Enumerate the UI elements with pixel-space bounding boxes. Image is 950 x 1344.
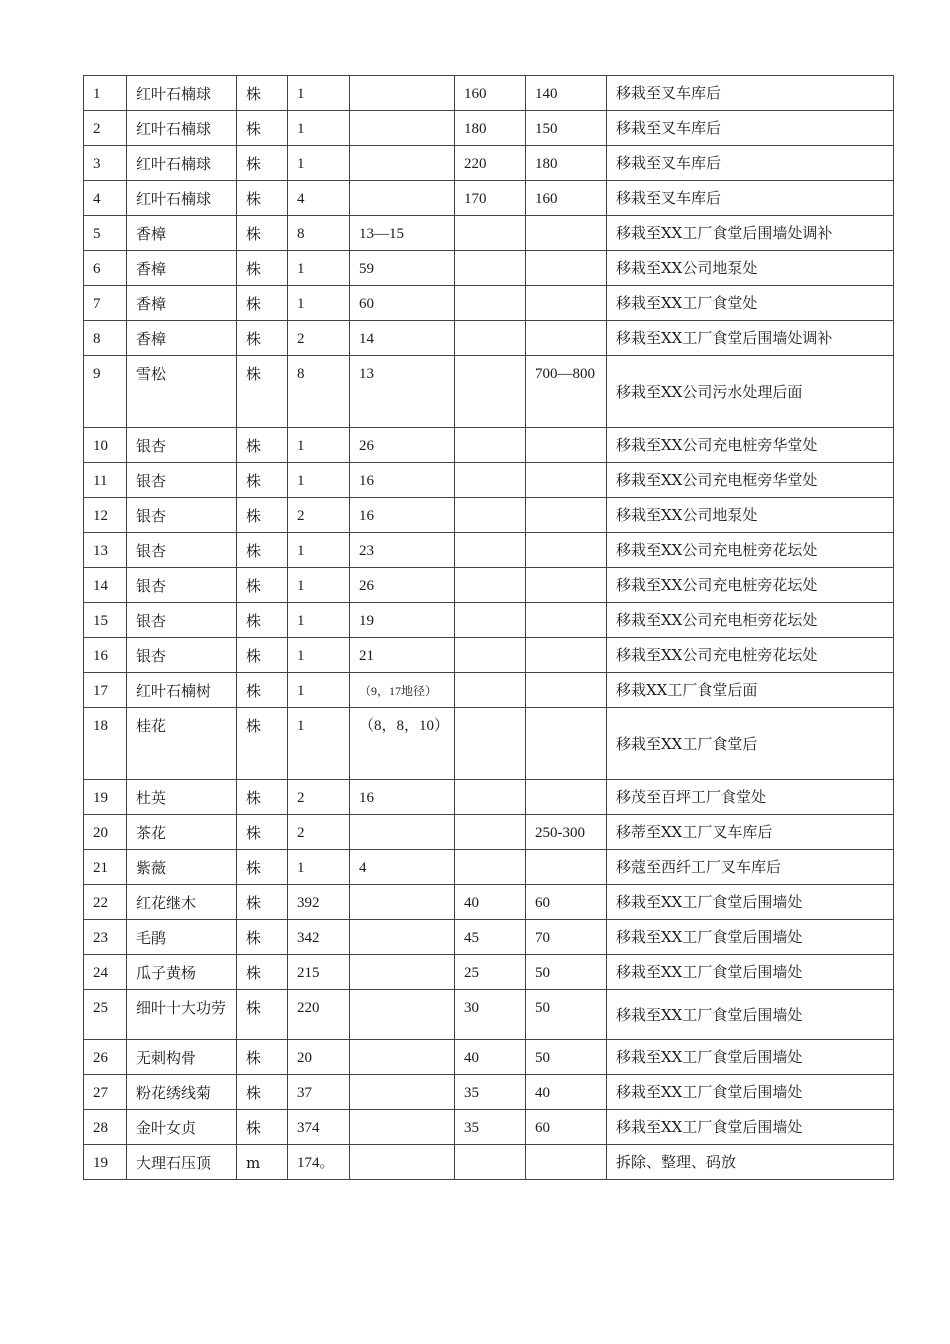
relocation-note-cell: 移栽至XX公司充电框旁华堂处 <box>607 463 894 498</box>
plant-name-cell: 红叶石楠球 <box>127 111 237 146</box>
diameter-cell <box>350 990 455 1040</box>
relocation-note-cell: 移栽至XX公司充电桩旁华堂处 <box>607 428 894 463</box>
plant-name-cell: 毛鹃 <box>127 920 237 955</box>
table-row <box>84 780 894 815</box>
plant-name-cell: 紫薇 <box>127 850 237 885</box>
row-number-cell: 14 <box>84 568 127 603</box>
diameter-cell <box>350 146 455 181</box>
unit-cell: 株 <box>237 498 288 533</box>
unit-cell: 株 <box>237 673 288 708</box>
unit-cell: 株 <box>237 885 288 920</box>
table-row <box>84 815 894 850</box>
row-number-cell: 17 <box>84 673 127 708</box>
table-row <box>84 990 894 1040</box>
diameter-cell <box>350 885 455 920</box>
row-number-cell: 6 <box>84 251 127 286</box>
crown-width-cell <box>526 428 607 463</box>
height-cell <box>455 356 526 428</box>
height-cell: 40 <box>455 885 526 920</box>
height-cell: 180 <box>455 111 526 146</box>
unit-cell: 株 <box>237 356 288 428</box>
unit-cell: 株 <box>237 815 288 850</box>
table-row <box>84 356 894 428</box>
unit-cell: 株 <box>237 568 288 603</box>
relocation-note-cell: 移栽至XX公司充电桩旁花坛处 <box>607 533 894 568</box>
plant-name-cell: 细叶十大功劳 <box>127 990 237 1040</box>
quantity-cell: 342 <box>288 920 350 955</box>
table-row <box>84 216 894 251</box>
crown-width-cell <box>526 321 607 356</box>
diameter-cell <box>350 955 455 990</box>
row-number-cell: 13 <box>84 533 127 568</box>
relocation-note-cell: 移栽至XX工厂食堂后围墙处 <box>607 990 894 1040</box>
quantity-cell: 2 <box>288 815 350 850</box>
crown-width-cell: 160 <box>526 181 607 216</box>
table-row <box>84 708 894 780</box>
crown-width-cell <box>526 780 607 815</box>
row-number-cell: 4 <box>84 181 127 216</box>
diameter-cell: 14 <box>350 321 455 356</box>
height-cell <box>455 603 526 638</box>
row-number-cell: 28 <box>84 1110 127 1145</box>
diameter-cell: 26 <box>350 568 455 603</box>
unit-cell: 株 <box>237 286 288 321</box>
table-row <box>84 1040 894 1075</box>
plant-name-cell: 银杏 <box>127 603 237 638</box>
plant-name-cell: 大理石压顶 <box>127 1145 237 1180</box>
unit-cell: 株 <box>237 251 288 286</box>
plant-name-cell: 银杏 <box>127 498 237 533</box>
quantity-cell: 1 <box>288 428 350 463</box>
crown-width-cell <box>526 673 607 708</box>
height-cell: 30 <box>455 990 526 1040</box>
crown-width-cell <box>526 603 607 638</box>
row-number-cell: 10 <box>84 428 127 463</box>
relocation-note-cell: 拆除、整理、码放 <box>607 1145 894 1180</box>
quantity-cell: 392 <box>288 885 350 920</box>
quantity-cell: 215 <box>288 955 350 990</box>
quantity-cell: 1 <box>288 673 350 708</box>
diameter-cell: （9，17地径） <box>350 673 455 708</box>
unit-cell: 株 <box>237 321 288 356</box>
row-number-cell: 5 <box>84 216 127 251</box>
height-cell <box>455 216 526 251</box>
crown-width-cell: 250-300 <box>526 815 607 850</box>
height-cell <box>455 428 526 463</box>
table-row <box>84 1145 894 1180</box>
height-cell: 170 <box>455 181 526 216</box>
unit-cell: 株 <box>237 990 288 1040</box>
crown-width-cell: 50 <box>526 990 607 1040</box>
unit-cell: 株 <box>237 1075 288 1110</box>
relocation-note-cell: 移栽至XX工厂食堂后围墙处 <box>607 885 894 920</box>
table-row <box>84 603 894 638</box>
quantity-cell: 1 <box>288 146 350 181</box>
diameter-cell: 13 <box>350 356 455 428</box>
plant-name-cell: 茶花 <box>127 815 237 850</box>
plant-relocation-table <box>83 75 894 1180</box>
unit-cell: 株 <box>237 1110 288 1145</box>
crown-width-cell: 140 <box>526 76 607 111</box>
height-cell: 160 <box>455 76 526 111</box>
relocation-note-cell: 移栽至叉车库后 <box>607 146 894 181</box>
relocation-note-cell: 移栽至XX工厂食堂后围墙处 <box>607 1040 894 1075</box>
table-row <box>84 146 894 181</box>
quantity-cell: 374 <box>288 1110 350 1145</box>
unit-cell: 株 <box>237 181 288 216</box>
relocation-note-cell: 移蔻至西纤工厂叉车库后 <box>607 850 894 885</box>
crown-width-cell <box>526 850 607 885</box>
relocation-note-cell: 移栽至XX工厂食堂处 <box>607 286 894 321</box>
crown-width-cell: 180 <box>526 146 607 181</box>
height-cell <box>455 850 526 885</box>
table-row <box>84 920 894 955</box>
table-row <box>84 111 894 146</box>
quantity-cell: 1 <box>288 708 350 780</box>
row-number-cell: 15 <box>84 603 127 638</box>
relocation-note-cell: 移栽XX工厂食堂后面 <box>607 673 894 708</box>
plant-name-cell: 杜英 <box>127 780 237 815</box>
row-number-cell: 24 <box>84 955 127 990</box>
row-number-cell: 9 <box>84 356 127 428</box>
quantity-cell: 1 <box>288 463 350 498</box>
diameter-cell: 23 <box>350 533 455 568</box>
table-row <box>84 533 894 568</box>
plant-name-cell: 桂花 <box>127 708 237 780</box>
height-cell <box>455 708 526 780</box>
quantity-cell: 1 <box>288 286 350 321</box>
crown-width-cell <box>526 251 607 286</box>
unit-cell: 株 <box>237 850 288 885</box>
height-cell: 35 <box>455 1075 526 1110</box>
relocation-note-cell: 移栽至XX公司地泵处 <box>607 251 894 286</box>
table-row <box>84 885 894 920</box>
plant-name-cell: 银杏 <box>127 638 237 673</box>
plant-name-cell: 香樟 <box>127 251 237 286</box>
diameter-cell <box>350 76 455 111</box>
table-row <box>84 1110 894 1145</box>
row-number-cell: 2 <box>84 111 127 146</box>
unit-cell: 株 <box>237 955 288 990</box>
table-body <box>84 76 894 1180</box>
crown-width-cell <box>526 708 607 780</box>
crown-width-cell <box>526 638 607 673</box>
row-number-cell: 19 <box>84 1145 127 1180</box>
height-cell <box>455 638 526 673</box>
row-number-cell: 22 <box>84 885 127 920</box>
row-number-cell: 3 <box>84 146 127 181</box>
unit-cell: 株 <box>237 463 288 498</box>
height-cell <box>455 815 526 850</box>
height-cell <box>455 463 526 498</box>
crown-width-cell <box>526 1145 607 1180</box>
table-row <box>84 673 894 708</box>
plant-name-cell: 香樟 <box>127 286 237 321</box>
plant-name-cell: 雪松 <box>127 356 237 428</box>
quantity-cell: 2 <box>288 498 350 533</box>
relocation-note-cell: 移栽至XX公司充电桩旁花坛处 <box>607 638 894 673</box>
table-row <box>84 638 894 673</box>
height-cell <box>455 251 526 286</box>
quantity-cell: 1 <box>288 76 350 111</box>
crown-width-cell: 60 <box>526 1110 607 1145</box>
crown-width-cell <box>526 463 607 498</box>
row-number-cell: 1 <box>84 76 127 111</box>
row-number-cell: 18 <box>84 708 127 780</box>
row-number-cell: 26 <box>84 1040 127 1075</box>
table-row <box>84 428 894 463</box>
diameter-cell: 21 <box>350 638 455 673</box>
plant-name-cell: 香樟 <box>127 216 237 251</box>
relocation-note-cell: 移栽至XX公司地泵处 <box>607 498 894 533</box>
quantity-cell: 2 <box>288 780 350 815</box>
plant-name-cell: 香樟 <box>127 321 237 356</box>
unit-cell: 株 <box>237 216 288 251</box>
unit-cell: 株 <box>237 146 288 181</box>
crown-width-cell: 50 <box>526 1040 607 1075</box>
crown-width-cell: 150 <box>526 111 607 146</box>
relocation-note-cell: 移栽至XX工厂食堂后 <box>607 708 894 780</box>
diameter-cell <box>350 1145 455 1180</box>
relocation-note-cell: 移蒂至XX工厂叉车库后 <box>607 815 894 850</box>
row-number-cell: 12 <box>84 498 127 533</box>
quantity-cell: 1 <box>288 251 350 286</box>
relocation-note-cell: 移栽至XX工厂食堂后围墙处调补 <box>607 216 894 251</box>
table-row <box>84 568 894 603</box>
diameter-cell: 16 <box>350 463 455 498</box>
diameter-cell: 16 <box>350 498 455 533</box>
plant-name-cell: 银杏 <box>127 533 237 568</box>
quantity-cell: 1 <box>288 850 350 885</box>
plant-name-cell: 银杏 <box>127 428 237 463</box>
plant-name-cell: 红叶石楠球 <box>127 181 237 216</box>
relocation-note-cell: 移栽至XX工厂食堂后围墙处 <box>607 920 894 955</box>
relocation-note-cell: 移栽至XX公司充电桩旁花坛处 <box>607 568 894 603</box>
crown-width-cell: 700—800 <box>526 356 607 428</box>
quantity-cell: 8 <box>288 356 350 428</box>
diameter-cell <box>350 181 455 216</box>
crown-width-cell <box>526 286 607 321</box>
relocation-note-cell: 移栽至叉车库后 <box>607 181 894 216</box>
plant-name-cell: 红叶石楠树 <box>127 673 237 708</box>
table-row <box>84 463 894 498</box>
crown-width-cell <box>526 533 607 568</box>
table-row <box>84 286 894 321</box>
plant-name-cell: 银杏 <box>127 568 237 603</box>
table-row <box>84 321 894 356</box>
height-cell <box>455 321 526 356</box>
height-cell: 220 <box>455 146 526 181</box>
quantity-cell: 1 <box>288 638 350 673</box>
height-cell: 40 <box>455 1040 526 1075</box>
relocation-note-cell: 移栽至XX工厂食堂后围墙处 <box>607 1075 894 1110</box>
plant-name-cell: 红叶石楠球 <box>127 146 237 181</box>
quantity-cell: 37 <box>288 1075 350 1110</box>
row-number-cell: 19 <box>84 780 127 815</box>
crown-width-cell: 60 <box>526 885 607 920</box>
diameter-cell <box>350 815 455 850</box>
unit-cell: 株 <box>237 708 288 780</box>
height-cell <box>455 673 526 708</box>
relocation-note-cell: 移栽至XX公司充电柜旁花坛处 <box>607 603 894 638</box>
row-number-cell: 7 <box>84 286 127 321</box>
quantity-cell: 2 <box>288 321 350 356</box>
quantity-cell: 1 <box>288 603 350 638</box>
row-number-cell: 16 <box>84 638 127 673</box>
table-row <box>84 76 894 111</box>
diameter-cell: 60 <box>350 286 455 321</box>
diameter-cell <box>350 1110 455 1145</box>
relocation-note-cell: 移栽至XX工厂食堂后围墙处调补 <box>607 321 894 356</box>
table-row <box>84 251 894 286</box>
row-number-cell: 20 <box>84 815 127 850</box>
unit-cell: 株 <box>237 76 288 111</box>
diameter-cell <box>350 920 455 955</box>
relocation-note-cell: 移栽至叉车库后 <box>607 76 894 111</box>
unit-cell: m <box>237 1145 288 1180</box>
table-row <box>84 1075 894 1110</box>
quantity-cell: 1 <box>288 111 350 146</box>
diameter-cell <box>350 1075 455 1110</box>
height-cell <box>455 286 526 321</box>
table-row <box>84 850 894 885</box>
height-cell <box>455 533 526 568</box>
row-number-cell: 11 <box>84 463 127 498</box>
unit-cell: 株 <box>237 1040 288 1075</box>
diameter-cell <box>350 1040 455 1075</box>
quantity-cell: 1 <box>288 533 350 568</box>
diameter-cell: （8，8，10） <box>350 708 455 780</box>
height-cell: 35 <box>455 1110 526 1145</box>
diameter-cell: 16 <box>350 780 455 815</box>
height-cell <box>455 568 526 603</box>
plant-name-cell: 金叶女贞 <box>127 1110 237 1145</box>
table-row <box>84 955 894 990</box>
crown-width-cell <box>526 568 607 603</box>
quantity-cell: 8 <box>288 216 350 251</box>
relocation-note-cell: 移栽至XX工厂食堂后围墙处 <box>607 955 894 990</box>
unit-cell: 株 <box>237 533 288 568</box>
diameter-cell: 59 <box>350 251 455 286</box>
diameter-cell: 19 <box>350 603 455 638</box>
row-number-cell: 8 <box>84 321 127 356</box>
relocation-note-cell: 移栽至叉车库后 <box>607 111 894 146</box>
crown-width-cell <box>526 216 607 251</box>
quantity-cell: 174。 <box>288 1145 350 1180</box>
relocation-note-cell: 移茂至百坪工厂食堂处 <box>607 780 894 815</box>
quantity-cell: 20 <box>288 1040 350 1075</box>
crown-width-cell: 40 <box>526 1075 607 1110</box>
crown-width-cell <box>526 498 607 533</box>
row-number-cell: 25 <box>84 990 127 1040</box>
plant-name-cell: 红花继木 <box>127 885 237 920</box>
height-cell: 25 <box>455 955 526 990</box>
unit-cell: 株 <box>237 920 288 955</box>
quantity-cell: 220 <box>288 990 350 1040</box>
height-cell <box>455 498 526 533</box>
height-cell <box>455 780 526 815</box>
table-row <box>84 181 894 216</box>
quantity-cell: 4 <box>288 181 350 216</box>
relocation-note-cell: 移栽至XX公司污水处理后面 <box>607 356 894 428</box>
diameter-cell <box>350 111 455 146</box>
unit-cell: 株 <box>237 603 288 638</box>
row-number-cell: 21 <box>84 850 127 885</box>
height-cell <box>455 1145 526 1180</box>
unit-cell: 株 <box>237 111 288 146</box>
unit-cell: 株 <box>237 780 288 815</box>
crown-width-cell: 70 <box>526 920 607 955</box>
diameter-cell: 4 <box>350 850 455 885</box>
plant-name-cell: 瓜子黄杨 <box>127 955 237 990</box>
quantity-cell: 1 <box>288 568 350 603</box>
plant-name-cell: 粉花绣线菊 <box>127 1075 237 1110</box>
relocation-note-cell: 移栽至XX工厂食堂后围墙处 <box>607 1110 894 1145</box>
diameter-cell: 13—15 <box>350 216 455 251</box>
unit-cell: 株 <box>237 638 288 673</box>
height-cell: 45 <box>455 920 526 955</box>
diameter-cell: 26 <box>350 428 455 463</box>
table-row <box>84 498 894 533</box>
plant-name-cell: 银杏 <box>127 463 237 498</box>
row-number-cell: 27 <box>84 1075 127 1110</box>
crown-width-cell: 50 <box>526 955 607 990</box>
plant-name-cell: 红叶石楠球 <box>127 76 237 111</box>
unit-cell: 株 <box>237 428 288 463</box>
row-number-cell: 23 <box>84 920 127 955</box>
plant-name-cell: 无刺构骨 <box>127 1040 237 1075</box>
